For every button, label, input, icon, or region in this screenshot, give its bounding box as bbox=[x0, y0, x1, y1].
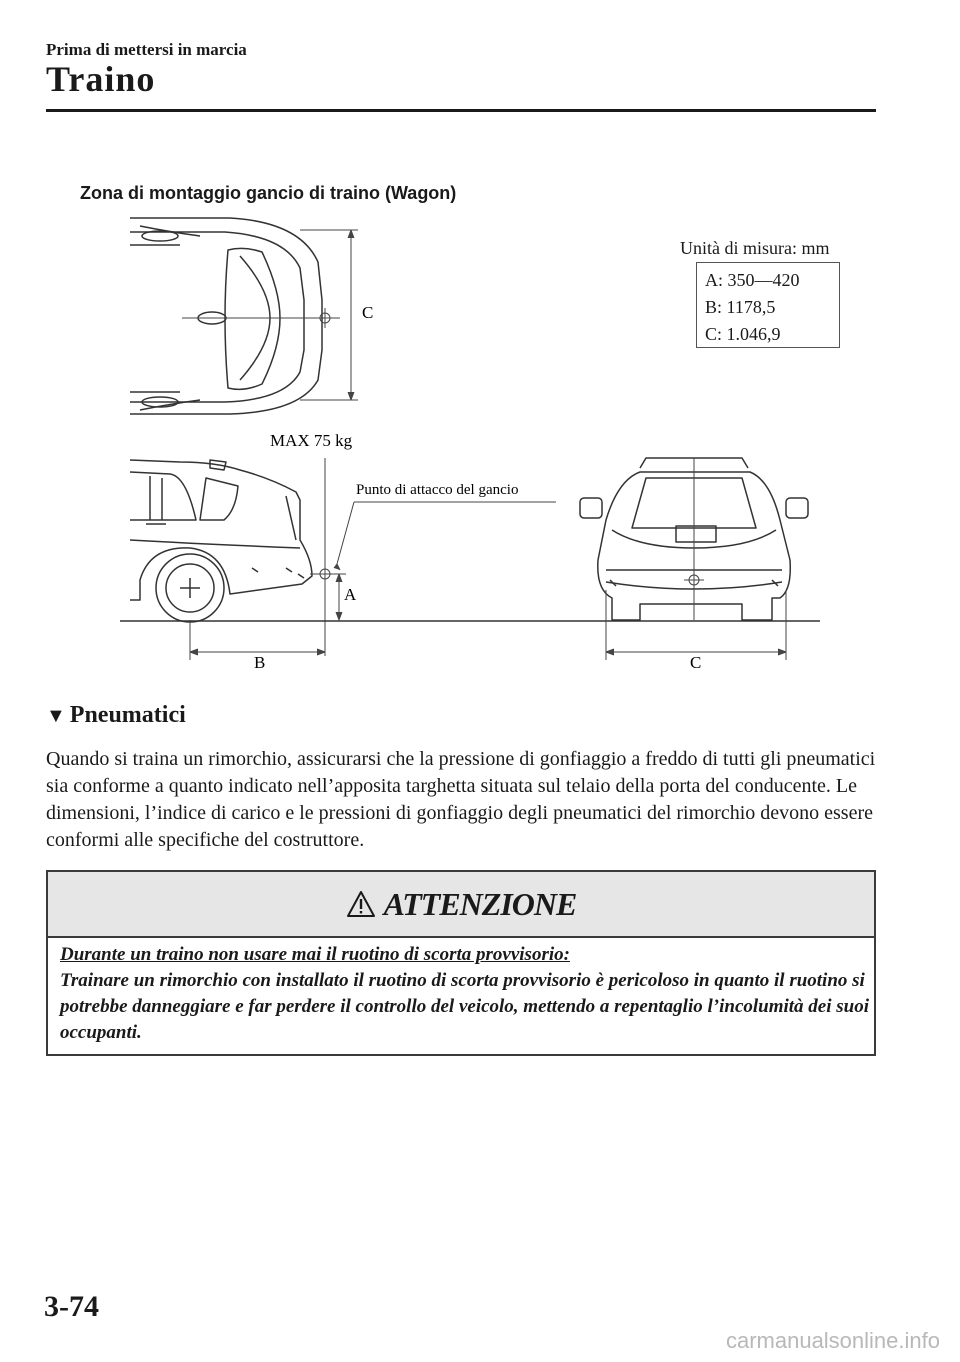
tires-heading bbox=[46, 702, 186, 729]
label-hitch-point: Punto di attacco del gancio bbox=[356, 482, 519, 498]
watermark: carmanualsonline.info bbox=[725, 1328, 940, 1353]
top-view-centerline bbox=[182, 308, 340, 328]
warning-triangle-icon bbox=[346, 890, 376, 918]
spec-box bbox=[696, 262, 840, 348]
label-max-load: MAX 75 kg bbox=[270, 431, 353, 450]
label-c-top: C bbox=[362, 303, 374, 322]
tires-heading-text: Pneumatici bbox=[69, 702, 186, 728]
label-c-rear: C bbox=[690, 653, 702, 672]
spec-b: B: 1178,5 bbox=[705, 297, 776, 317]
warning-header bbox=[48, 872, 874, 938]
warning-box bbox=[46, 870, 876, 1056]
section-label: Prima di mettersi in marcia bbox=[46, 40, 247, 59]
warning-lead: Durante un traino non usare mai il ruotino di scorta provvisorio: bbox=[60, 944, 570, 965]
spec-c: C: 1.046,9 bbox=[705, 324, 781, 344]
triangle-down-icon: ▼ bbox=[46, 705, 66, 727]
warning-title: ATTENZIONE bbox=[383, 885, 577, 922]
warning-body bbox=[48, 938, 874, 1046]
figure-caption: Zona di montaggio gancio di traino (Wagon) bbox=[80, 183, 457, 203]
label-b: B bbox=[254, 653, 266, 672]
spec-a: A: 350—420 bbox=[705, 270, 800, 290]
dimension-c-rear bbox=[606, 590, 786, 660]
unit-label: Unità di misura: mm bbox=[680, 238, 830, 258]
label-a: A bbox=[344, 585, 357, 604]
tires-paragraph: Quando si traina un rimorchio, assicurarsi che la pressione di gonfiaggio a freddo di tutti gli pneumatici sia conforme a quanto indicato nell’apposita targhetta situata sul telaio della porta del conducente. Le dimensioni, l’indice di carico e le pressioni di gonfiaggio degli pneumatici del rimorchio devono essere conformi alle specifiche del costruttore. bbox=[46, 748, 876, 851]
page-title: Traino bbox=[46, 59, 156, 99]
top-view-car bbox=[130, 218, 322, 414]
rear-view-centerline bbox=[684, 458, 704, 620]
page-number: 3-74 bbox=[44, 1290, 99, 1323]
warning-text: Trainare un rimorchio con installato il ruotino di scorta provvisorio è pericoloso in quanto il ruotino si potrebbe danneggiare e far perdere il controllo del veicolo, mettendo a repentaglio l’incolumità dei suoi occupanti. bbox=[60, 970, 870, 1043]
side-view-car bbox=[130, 460, 312, 622]
